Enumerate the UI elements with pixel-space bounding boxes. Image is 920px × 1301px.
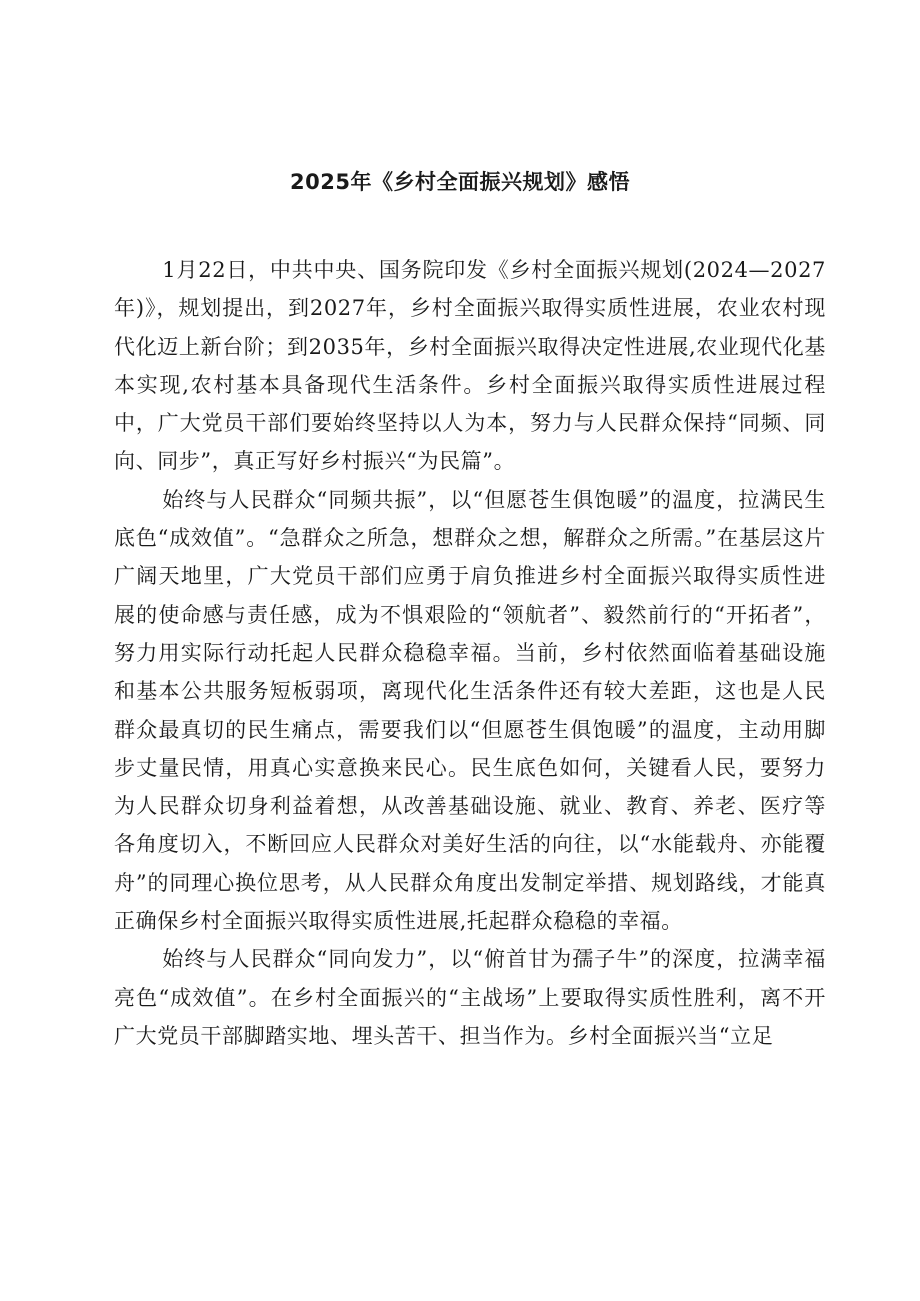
document-title: 2025年《乡村全面振兴规划》感悟	[290, 170, 630, 194]
document-body	[114, 251, 826, 1055]
paragraph-2: 始终与人民群众“同频共振”，以“但愿苍生俱饱暖”的温度，拉满民生底色“成效值”。“急群众之所急，想群众之想，解群众之所需。”在基层这片广阔天地里，广大党员干部们应勇于肩负推进乡村全面振兴取得实质性进展的使命感与责任感，成为不惧艰险的“领航者”、毅然前行的“开拓者”，努力用实际行动托起人民群众稳稳幸福。当前，乡村依然面临着基础设施和基本公共服务短板弱项，离现代化生活条件还有较大差距，这也是人民群众最真切的民生痛点，需要我们以“但愿苍生俱饱暖”的温度，主动用脚步丈量民情，用真心实意换来民心。民生底色如何，关键看人民，要努力为人民群众切身利益着想，从改善基础设施、就业、教育、养老、医疗等各角度切入，不断回应人民群众对美好生活的向往，以“水能载舟、亦能覆舟”的同理心换位思考，从人民群众角度出发制定举措、规划路线，才能真正确保乡村全面振兴取得实质性进展,托起群众稳稳的幸福。	[114, 487, 826, 934]
paragraph-1: 1月22日，中共中央、国务院印发《乡村全面振兴规划(2024—2027年)》，规划提出，到2027年，乡村全面振兴取得实质性进展，农业农村现代化迈上新台阶；到2035年，乡村全面振兴取得决定性进展,农业现代化基本实现,农村基本具备现代生活条件。乡村全面振兴取得实质性进展过程中，广大党员干部们要始终坚持以人为本，努力与人民群众保持“同频、同向、同步”，真正写好乡村振兴“为民篇”。	[114, 258, 826, 474]
paragraph-3: 始终与人民群众“同向发力”，以“俯首甘为孺子牛”的深度，拉满幸福亮色“成效值”。在乡村全面振兴的“主战场”上要取得实质性胜利，离不开广大党员干部脚踏实地、埋头苦干、担当作为。乡村全面振兴当“立足	[114, 947, 826, 1048]
